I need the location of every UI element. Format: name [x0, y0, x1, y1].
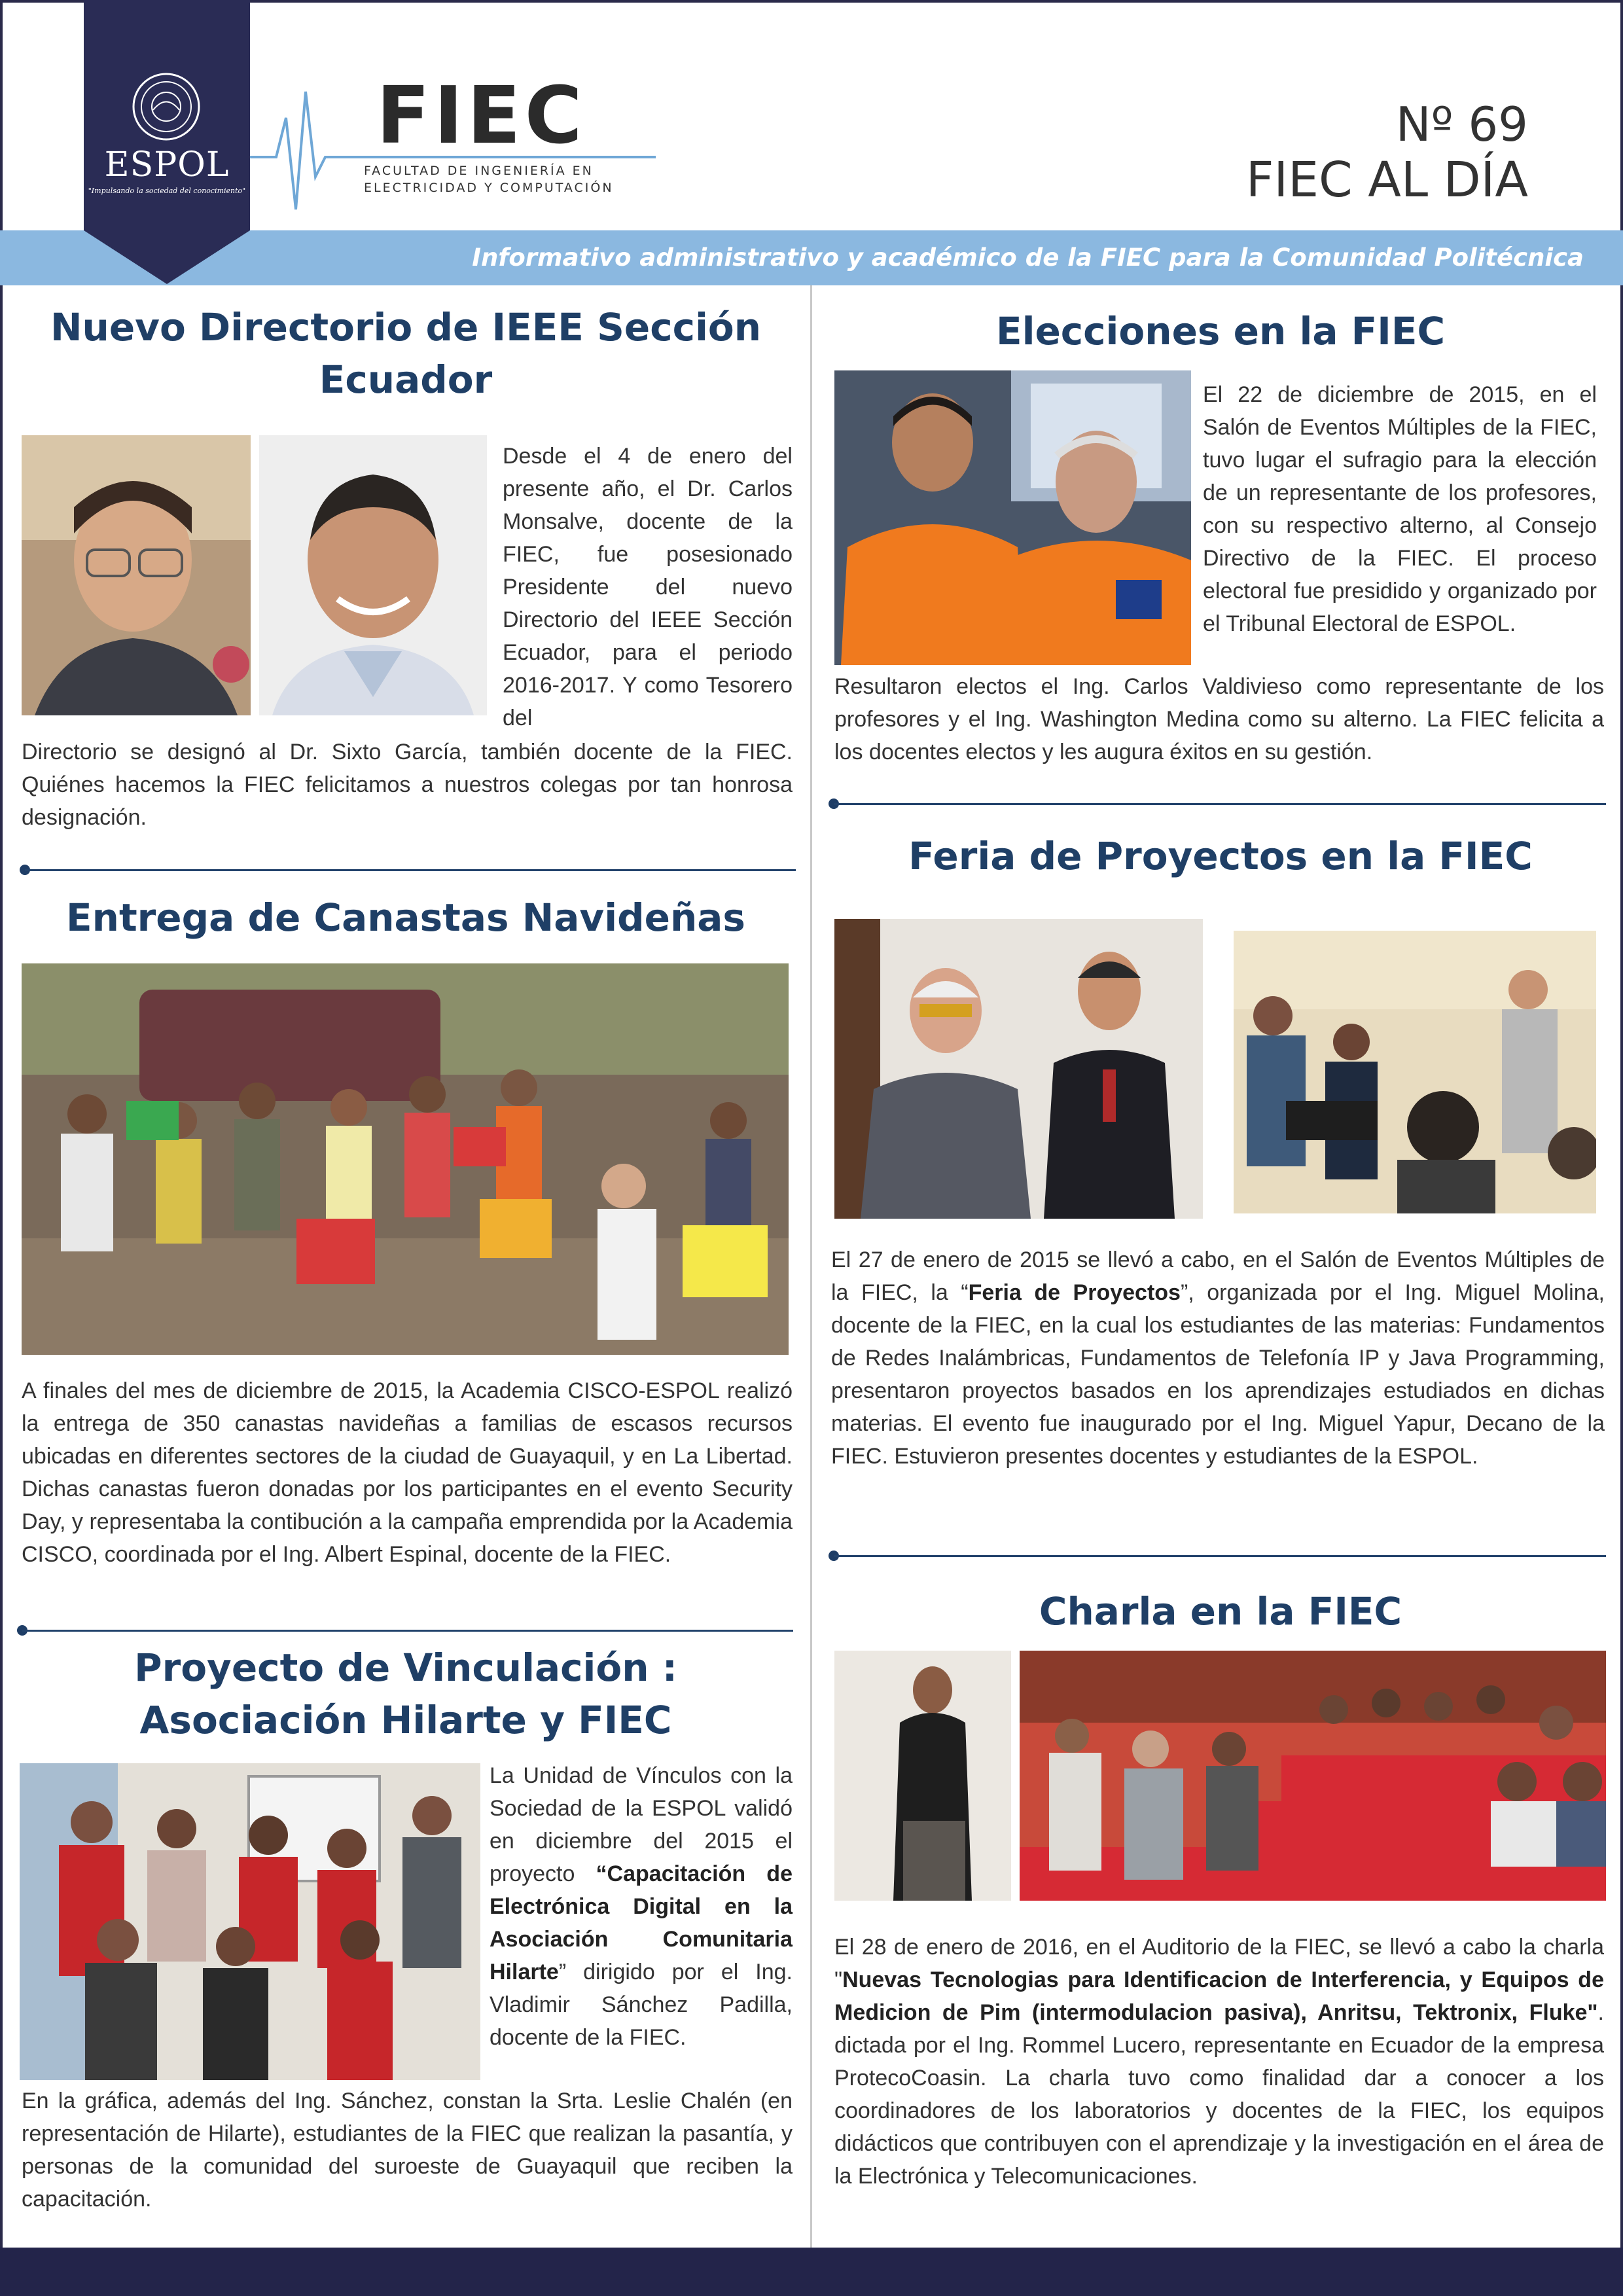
feria-photo-students	[1234, 931, 1596, 1213]
espol-name: ESPOL	[104, 145, 230, 185]
feria-text-pre: El 27 de enero de 2015 se llevó a cabo, en el Salón de Eventos Múltiples de la FIEC, la “	[831, 1247, 1605, 1305]
feria-text-post: ”, organizada por el Ing. Miguel Molina, docente de la FIEC, en la cual los estudiantes de las materias: Fundamentos de Redes Inalámbricas, Fundamentos de Telefonía IP y Java Programming, presentaron proyectos basados en los aprendizajes estudiados en dichas materias. El evento fue inaugurado por el Ing. Miguel Yapur, Decano de la FIEC. Estuvieron presentes docentes y estudiantes de la ESPOL.	[831, 1280, 1605, 1469]
vinculacion-full-text: En la gráfica, además del Ing. Sánchez, constan la Srta. Leslie Chalén (en representación de Hilarte), estudiantes de la FIEC que realizan la pasantía, y personas de la comunidad del suroeste de Guayaquil que reciben la capacitación.	[22, 2089, 793, 2212]
feria-title: Feria de Proyectos en la FIEC	[908, 834, 1533, 878]
fiec-subtitle	[364, 162, 614, 196]
elecciones-photo	[834, 370, 1191, 665]
vinculacion-side-post: ” dirigido por el Ing. Vladimir Sánchez Padilla, docente de la FIEC.	[490, 1960, 793, 2050]
separator-line	[834, 803, 1606, 805]
issue-title: FIEC AL DÍA	[1245, 152, 1528, 208]
charla-text-pre: El 28 de enero de 2016, en el Auditorio de la FIEC, se llevó a cabo la charla "	[834, 1935, 1604, 1992]
charla-photo-audience	[1020, 1651, 1606, 1901]
canastas-text: A finales del mes de diciembre de 2015, la Academia CISCO-ESPOL realizó la entrega de 350 canastas navideñas a familias de escasos recursos ubicadas en diferentes sectores de la ciudad de Guayaquil, y en La Libertad. Dichas canastas fueron donadas por los participantes en el evento Security Day, y representaba la contibución a la campaña emprendida por la Academia CISCO, coordinada por el Ing. Albert Espinal, docente de la FIEC.	[22, 1378, 793, 1567]
separator-line	[22, 1630, 793, 1632]
ieee-photo-garcia	[259, 435, 487, 715]
page-border-right	[1620, 0, 1623, 2296]
issue-number: Nº 69	[1395, 97, 1528, 152]
page-border-left	[0, 0, 3, 2296]
fiec-logo: FIEC	[376, 71, 586, 162]
feria-text	[831, 1244, 1605, 1473]
feria-photo-speakers	[834, 919, 1203, 1219]
espol-motto: "Impulsando la sociedad del conocimiento"	[88, 187, 246, 195]
charla-text-post: . dictada por el Ing. Rommel Lucero, representante en Ecuador de la empresa ProtecoCoasin. La charla tuvo como finalidad dar a conocer a los coordinadores de los laboratorios y docentes de la FIEC, los equipos didácticos que contribuyen con el aprendizaje y la investigación en el área de la Electrónica y Telecomunicaciones.	[834, 2000, 1604, 2189]
charla-photo-speaker	[834, 1651, 1011, 1901]
footer-band	[0, 2248, 1623, 2296]
elecciones-side-text: El 22 de diciembre de 2015, en el Salón de Eventos Múltiples de la FIEC, tuvo lugar el sufragio para la elección de un representante de los profesores, con su respectivo alterno, al Consejo Directivo de la FIEC. El proceso electoral fue presidido y organizado por el Tribunal Electoral de ESPOL.	[1203, 382, 1597, 636]
charla-title: Charla en la FIEC	[1039, 1589, 1402, 1634]
canastas-photo	[22, 963, 789, 1355]
ieee-side-text: Desde el 4 de enero del presente año, el Dr. Carlos Monsalve, docente de la FIEC, fue posesionado Presidente del nuevo Directorio del IEEE Sección Ecuador, para el periodo 2016-2017. Y como Tesorero del	[503, 444, 793, 730]
ieee-full-text: Directorio se designó al Dr. Sixto García, también docente de la FIEC. Quiénes hacemos la FIEC felicitamos a nuestros colegas por tan honrosa designación.	[22, 740, 793, 830]
vinculacion-side-pre: La Unidad de Vínculos con la Sociedad de la ESPOL validó en diciembre del 2015 el proyecto	[490, 1763, 793, 1886]
elecciones-full-text: Resultaron electos el Ing. Carlos Valdivieso como representante de los profesores y el Ing. Washington Medina como su alterno. La FIEC felicita a los docentes electos y les augura éxitos en su gestión.	[834, 674, 1604, 764]
feria-event-name: Feria de Proyectos	[968, 1280, 1181, 1305]
vinculacion-title: Proyecto de Vinculación : Asociación Hilarte y FIEC	[134, 1645, 677, 1742]
charla-talk-title: Nuevas Tecnologias para Identificacion de Interferencia, y Equipos de Medicion de Pim (intermodulacion pasiva), Anritsu, Tektronix, Fluke"	[834, 1967, 1604, 2025]
ieee-photo-monsalve	[22, 435, 251, 715]
canastas-title: Entrega de Canastas Navideñas	[66, 895, 745, 940]
elecciones-title: Elecciones en la FIEC	[995, 309, 1446, 353]
fiec-subtitle-line2: ELECTRICIDAD Y COMPUTACIÓN	[364, 181, 614, 195]
fiec-subtitle-line1: FACULTAD DE INGENIERÍA EN	[364, 164, 594, 178]
charla-text	[834, 1931, 1604, 2193]
separator-line	[25, 869, 796, 871]
separator-line	[834, 1555, 1606, 1557]
ieee-title: Nuevo Directorio de IEEE Sección Ecuador	[50, 305, 762, 402]
vinculacion-project-name: “Capacitación de Electrónica Digital en la Asociación Comunitaria Hilarte	[490, 1861, 793, 1984]
espol-seal-icon	[130, 71, 202, 143]
vinculacion-side-text	[490, 1759, 793, 2054]
vinculacion-photo	[20, 1763, 480, 2080]
tagline: Informativo administrativo y académico de la FIEC para la Comunidad Politécnica	[472, 243, 1584, 272]
column-divider	[810, 285, 812, 2248]
